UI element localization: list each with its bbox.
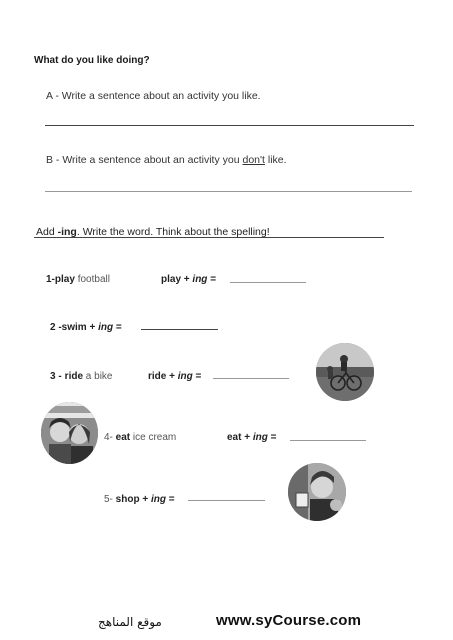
answer-line-1[interactable] (230, 282, 306, 283)
formula-equals: = (267, 432, 277, 443)
instruction-end: . Write the word. Think about the spelling! (76, 226, 270, 238)
instruction-ing: -ing (57, 226, 77, 238)
prompt-b-text: B - Write a sentence about an activity you (46, 154, 243, 166)
item-verb: play (54, 274, 75, 285)
formula-verb: play (161, 274, 182, 285)
formula-verb: eat (227, 432, 242, 443)
ice-cream-photo (41, 402, 98, 464)
answer-line-a[interactable] (45, 125, 414, 126)
prompt-b (46, 154, 287, 166)
exercise-4 (104, 432, 176, 443)
exercise-3-formula (148, 371, 201, 382)
exercise-1 (46, 274, 110, 285)
exercise-3 (50, 371, 112, 382)
item-verb: eat (115, 432, 131, 443)
formula-ing: ing (150, 494, 166, 505)
formula-ing: ing (192, 274, 208, 285)
answer-line-2[interactable] (141, 329, 218, 330)
answer-line-3[interactable] (213, 378, 289, 379)
exercise-1-formula (161, 274, 216, 285)
worksheet-title: What do you like doing? (34, 55, 150, 66)
formula-ing: ing (98, 322, 114, 333)
formula-equals: = (192, 371, 202, 382)
prompt-b-dont: don't (242, 154, 265, 166)
formula-ing: ing (252, 432, 268, 443)
formula-plus: + (166, 371, 178, 382)
footer-arabic-text: موقع المناهج (98, 615, 162, 629)
item-number: 1- (46, 274, 55, 285)
formula-plus: + (181, 274, 193, 285)
formula-plus: + (139, 494, 151, 505)
exercise-5 (104, 494, 175, 505)
formula-plus: + (86, 322, 99, 333)
formula-equals: = (207, 274, 217, 285)
shopping-photo (288, 463, 346, 521)
item-number: 5- (104, 494, 116, 505)
item-verb: shop (115, 494, 140, 505)
prompt-a: A - Write a sentence about an activity you like. (46, 90, 261, 102)
item-rest: ice cream (130, 432, 177, 443)
formula-equals: = (113, 322, 122, 333)
formula-equals: = (165, 494, 175, 505)
item-verb: swim (61, 322, 87, 333)
exercise-2 (50, 322, 122, 333)
item-number: 4- (104, 432, 116, 443)
formula-plus: + (241, 432, 253, 443)
exercise-4-formula (227, 432, 276, 443)
answer-line-4[interactable] (290, 440, 366, 441)
item-number: 2 - (50, 322, 62, 333)
prompt-b-end: like. (264, 154, 287, 166)
formula-ing: ing (177, 371, 193, 382)
item-number: 3 - (50, 371, 62, 382)
item-verb: ride (64, 371, 84, 382)
formula-verb: ride (148, 371, 167, 382)
bike-riding-photo (316, 343, 374, 401)
instruction-start: Add (36, 226, 58, 238)
item-rest: a bike (83, 371, 113, 382)
answer-line-5[interactable] (188, 500, 265, 501)
footer-website[interactable]: www.syCourse.com (216, 612, 362, 629)
answer-line-b[interactable] (45, 191, 412, 192)
instruction-underline (34, 237, 384, 238)
item-rest: football (74, 274, 110, 285)
